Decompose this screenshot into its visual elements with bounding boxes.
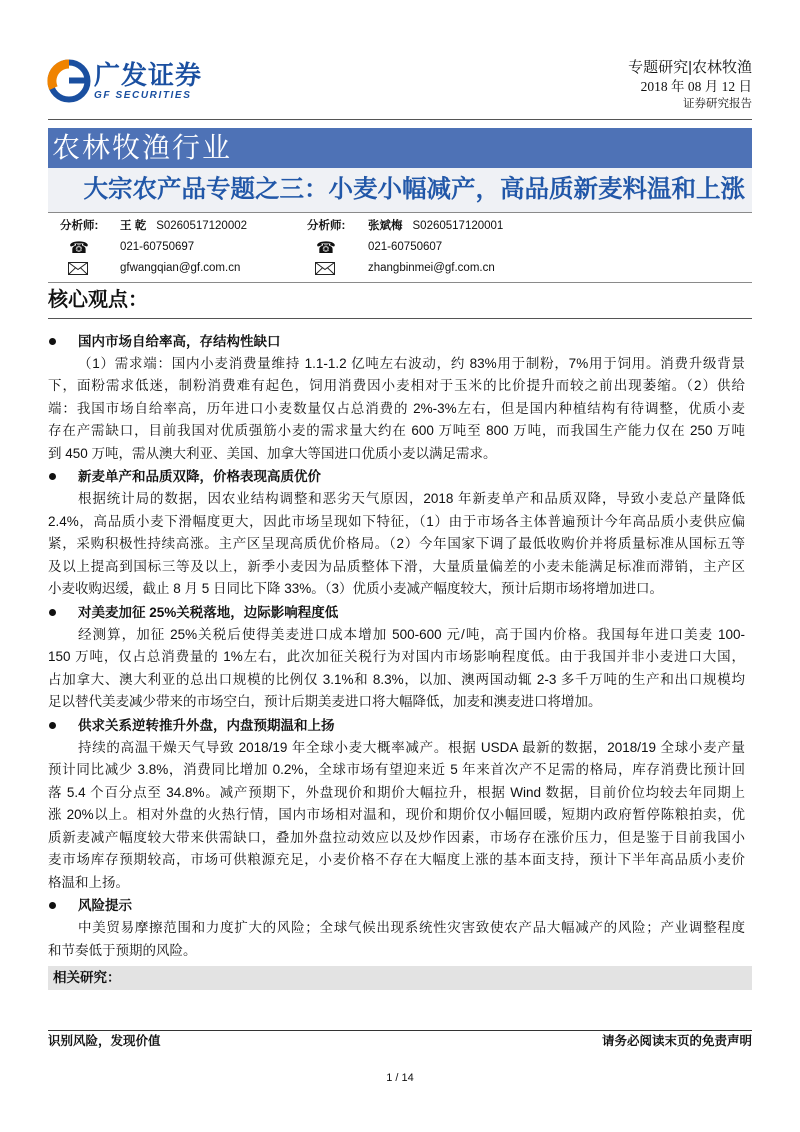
paragraph-line: 小麦收购迟缓，截止 8 月 5 日同比下降 33%。（3）优质小麦减产幅度较大，预计后期市场将增加进口。 [48,581,664,596]
section-heading-text: 对美麦加征 25%关税落地，边际影响程度低 [78,604,339,620]
analyst-email: gfwangqian@gf.com.cn [120,261,241,274]
footer-slogan: 识别风险，发现价值 [48,1034,161,1048]
paragraph-line: 麦市场库存预期较高，市场可供粮源充足，小麦价格不存在大幅度上涨的基本面支持，预计下半年高品质小麦价 [48,852,745,867]
section-heading-text: 风险提示 [78,898,132,913]
paragraph-line: 涨 20%以上。相对外盘的火热行情，国内市场相对温和，现价和期价仅小幅回暖，短期内政府暂停陈粮拍卖，优 [48,807,745,822]
industry-name: 农林牧渔行业 [52,132,233,163]
section-heading-text: 国内市场自给率高，存结构性缺口 [78,333,281,349]
report-title: 大宗农产品专题之三：小麦小幅减产，高品质新麦料温和上涨 [83,176,745,203]
analyst-divider [48,282,752,283]
section-heading-text: 新麦单产和品质双降，价格表现高质优价 [78,469,321,484]
bullet-icon [49,902,56,909]
analyst-label: 分析师: [60,219,99,232]
paragraph-line: 中美贸易摩擦范围和力度扩大的风险；全球气候出现系统性灾害致使农产品大幅减产的风险；产业调整程度 [78,920,745,935]
analyst-name: 王 乾 [120,219,147,232]
bullet-icon [49,338,56,345]
paragraph-line: 预计同比减少 3.8%，消费同比增加 0.2%，全球市场有望迎来近 5 年来首次产不足需的格局，库存消费比预计回 [48,762,745,777]
paragraph-line: 2.4%，高品质小麦下滑幅度更大，因此市场呈现如下特征，（1）由于市场各主体普遍预计今年高品质小麦供应偏 [48,513,745,529]
analyst-cert: S0260517120001 [412,219,504,232]
paragraph-line: 及以上提高到国标三等及以上，新季小麦因为品质整体下滑，大量质量偏差的小麦未能满足标准而滞销，主产区 [48,558,745,574]
section-heading [48,601,745,624]
section-heading [48,714,745,737]
paragraph-line: 存在产需缺口，目前我国对优质强筋小麦的需求量大约在 600 万吨至 800 万吨，而我国生产能力仅在 250 万吨 [48,423,745,438]
analyst-2 [368,216,503,237]
related-research-bar [48,966,752,990]
section-heading [48,465,745,488]
phone-icon: ☎ [316,237,336,257]
bullet-icon [49,609,56,616]
core-views-divider [48,318,752,319]
analyst-1 [120,216,247,237]
analyst-label: 分析师: [307,219,346,232]
paragraph-line: 150 万吨，仅占总消费量的 1%左右，此次加征关税行为对国内市场影响程度低。由于我国并非小麦进口大国， [48,649,745,664]
paragraph-line: 格温和上扬。 [48,874,129,890]
analyst-name: 张斌梅 [368,219,403,232]
paragraph-line: 经测算，加征 25%关税后使得美麦进口成本增加 500-600 元/吨，高于国内价格。我国每年进口美麦 100- [78,626,745,642]
paragraph-line: 持续的高温干燥天气导致 2018/19 年全球小麦大概率减产。根据 USDA 最新的数据，2018/19 全球小麦产量 [78,739,745,755]
title-bar [48,168,752,212]
header-divider [48,119,752,120]
bullet-icon [49,722,56,729]
analyst-email: zhangbinmei@gf.com.cn [368,261,495,274]
paragraph-line: 下，面粉需求低迷，制粉消费难有起色，饲用消费因小麦相对于玉米的比价提升而较之前出现萎缩。（2）供给 [48,378,745,393]
report-type: 专题研究|农林牧渔 [628,59,752,76]
analyst-phone: 021-60750697 [120,240,195,253]
core-views-heading: 核心观点： [48,289,148,311]
report-category: 证券研究报告 [683,98,752,110]
logo-name-en: GF SECURITIES [94,90,192,101]
section-heading [48,330,745,353]
footer-disclaimer: 请务必阅读末页的免责声明 [601,1034,752,1048]
paragraph-line: 紧，采购积极性持续高涨。主产区呈现高质优价格局。（2）今年国家下调了最低收购价并将质量标准从国标五等 [48,536,745,551]
paragraph-line: 足以替代美麦减少带来的市场空白，预计后期美麦进口将大幅降低，加麦和澳麦进口将增加。 [48,694,602,709]
paragraph-line: 端：我国市场自给率高，历年进口小麦数量仅占总消费的 2%-3%左右，但是国内种植结构有待调整，优质小麦 [48,400,745,416]
related-research-heading: 相关研究： [53,970,121,985]
footer-divider [48,1030,752,1031]
paragraph-line: 到 450 万吨，需从澳大利亚、美国、加拿大等国进口优质小麦以满足需求。 [48,445,497,461]
paragraph-line: 占加拿大、澳大利亚的总出口规模的比例仅 3.1%和 8.3%，以加、澳两国动辄 2-3 多千万吨的生产和出口规模均 [48,671,745,687]
phone-icon: ☎ [69,237,89,257]
paragraph-line: 质新麦减产幅度较大带来供需缺口，叠加外盘拉动效应以及炒作因素，市场存在涨价压力，但是鉴于目前我国小 [48,829,745,845]
mail-icon [68,262,88,275]
mail-icon [315,262,335,275]
gf-logo-icon [46,58,92,104]
paragraph-line: （1）需求端：国内小麦消费量维持 1.1-1.2 亿吨左右波动，约 83%用于制粉，7%用于饲用。消费升级背景 [78,355,745,371]
paragraph-line: 和节奏低于预期的风险。 [48,942,197,958]
core-views-body [48,330,745,963]
bullet-icon [49,473,56,480]
paragraph-line: 落 5.4 个百分点至 34.8%。减产预期下，外盘现价和期价大幅拉升，根据 Wind 数据，目前价位均较去年同期上 [48,784,745,800]
page-number: 1 / 14 [386,1072,414,1084]
industry-banner [48,128,752,168]
analyst-cert: S0260517120002 [156,219,248,232]
section-heading-text: 供求关系逆转推升外盘，内盘预期温和上扬 [78,717,335,733]
logo-name-cn: 广发证券 [94,60,203,90]
title-divider [48,212,752,213]
paragraph-line: 根据统计局的数据，因农业结构调整和恶劣天气原因，2018 年新麦单产和品质双降，导致小麦总产量降低 [78,491,745,506]
analyst-phone: 021-60750607 [368,240,443,253]
report-date: 2018 年 08 月 12 日 [640,79,752,94]
section-heading [48,894,745,917]
